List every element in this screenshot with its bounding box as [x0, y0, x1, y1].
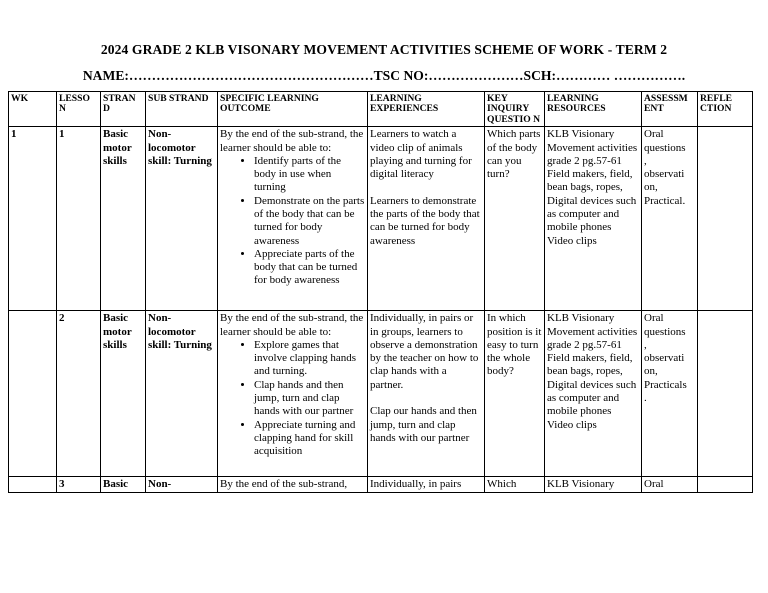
outcome-item: • Demonstrate on the parts of the body that can be turned for body awareness	[254, 195, 365, 248]
scheme-of-work-table	[8, 91, 753, 493]
header-reflection: REFLE CTION	[698, 92, 753, 127]
header-inquiry: KEY INQUIRY QUESTIO N	[485, 92, 545, 127]
cell-inquiry: Which	[485, 477, 545, 493]
cell-outcome	[218, 127, 368, 311]
resource-item: Digital devices such as computer and mobile phones	[547, 378, 637, 418]
cell-substrand: Non-locomotor skill: Turning	[146, 311, 218, 477]
experience-item: Learners to demonstrate the parts of the body that can be turned for body awareness	[370, 194, 480, 247]
cell-strand: Basic motor skills	[101, 311, 146, 477]
resource-item: KLB Visionary Movement activities grade 2 pg.57-61	[547, 128, 638, 167]
outcome-item: • Appreciate turning and clapping hand for skill acquisition	[254, 419, 365, 459]
header-experiences: LEARNING EXPERIENCES	[368, 92, 485, 127]
header-lesson: LESSO N	[57, 92, 101, 127]
cell-reflection	[698, 311, 753, 477]
outcome-item: • Explore games that involve clapping hands and turning.	[254, 339, 365, 379]
outcome-item: • Appreciate parts of the body that can be turned for body awareness	[254, 248, 365, 288]
cell-reflection	[698, 127, 753, 311]
header-outcome: SPECIFIC LEARNING OUTCOME	[218, 92, 368, 127]
assessment-line: observati on, Practical.	[644, 168, 686, 207]
cell-assessment: Oral	[642, 477, 698, 493]
cell-outcome	[218, 311, 368, 477]
cell-substrand: Non-locomotor skill: Turning	[146, 127, 218, 311]
assessment-line: ,	[644, 154, 647, 167]
cell-experiences: Individually, in pairs	[368, 477, 485, 493]
assessment-line: .	[644, 392, 647, 404]
cell-assessment	[642, 311, 698, 477]
cell-wk	[9, 477, 57, 493]
outcome-intro: By the end of the sub-strand, the learner should be able to:	[220, 128, 364, 154]
cell-outcome: By the end of the sub-strand,	[218, 477, 368, 493]
assessment-line: observati on, Practicals	[644, 352, 687, 391]
header-resources: LEARNING RESOURCES	[545, 92, 642, 127]
resource-item: Video clips	[547, 234, 597, 247]
cell-assessment	[642, 127, 698, 311]
cell-lesson: 2	[57, 311, 101, 477]
cell-resources	[545, 311, 642, 477]
cell-substrand: Non-	[146, 477, 218, 493]
cell-experiences	[368, 311, 485, 477]
assessment-line: ,	[644, 338, 647, 351]
resource-item: KLB Visionary Movement activities grade 2 pg.57-61	[547, 312, 638, 351]
outcome-intro: By the end of the sub-strand, the learner should be able to:	[220, 312, 364, 338]
experience-item: Clap our hands and then jump, turn and clap hands with our partner	[370, 405, 477, 444]
resource-item: Digital devices such as computer and mobile phones	[547, 194, 637, 234]
outcome-list	[220, 339, 365, 459]
cell-wk: 1	[9, 127, 57, 311]
outcome-list	[220, 155, 365, 288]
name-tsc-school-line: NAME:………………………………………………TSC NO:…………………SCH:………… …………….	[82, 68, 686, 83]
cell-resources: KLB Visionary	[545, 477, 642, 493]
document-title: 2024 GRADE 2 KLB VISONARY MOVEMENT ACTIVITIES SCHEME OF WORK - TERM 2	[100, 42, 668, 57]
cell-experiences	[368, 127, 485, 311]
table-row	[9, 127, 753, 311]
cell-wk	[9, 311, 57, 477]
header-wk: WK	[9, 92, 57, 127]
outcome-item: • Identify parts of the body in use when turning	[254, 155, 365, 195]
resource-item: Field makers, field, bean bags, ropes,	[547, 168, 633, 194]
header-row	[9, 92, 753, 127]
resource-item: Video clips	[547, 418, 597, 431]
resource-item: Field makers, field, bean bags, ropes,	[547, 352, 633, 378]
cell-lesson: 3	[57, 477, 101, 493]
table-row	[9, 311, 753, 477]
experience-item: Individually, in pairs or in groups, learners to observe a demonstration by the teacher on how to clap hands with a partner.	[370, 312, 479, 391]
cell-lesson: 1	[57, 127, 101, 311]
cell-strand: Basic motor skills	[101, 127, 146, 311]
experience-item: Learners to watch a video clip of animals playing and turning for digital literacy	[370, 128, 472, 181]
cell-inquiry: Which parts of the body can you turn?	[485, 127, 545, 311]
cell-reflection	[698, 477, 753, 493]
header-assessment: ASSESSM ENT	[642, 92, 698, 127]
header-strand: STRAN D	[101, 92, 146, 127]
table-row	[9, 477, 753, 493]
assessment-line: Oral questions	[644, 312, 686, 338]
cell-strand: Basic	[101, 477, 146, 493]
cell-resources	[545, 127, 642, 311]
outcome-item: • Clap hands and then jump, turn and clap hands with our partner	[254, 379, 365, 419]
assessment-line: Oral questions	[644, 128, 686, 154]
header-substrand: SUB STRAND	[146, 92, 218, 127]
cell-inquiry: In which position is it easy to turn the whole body?	[485, 311, 545, 477]
